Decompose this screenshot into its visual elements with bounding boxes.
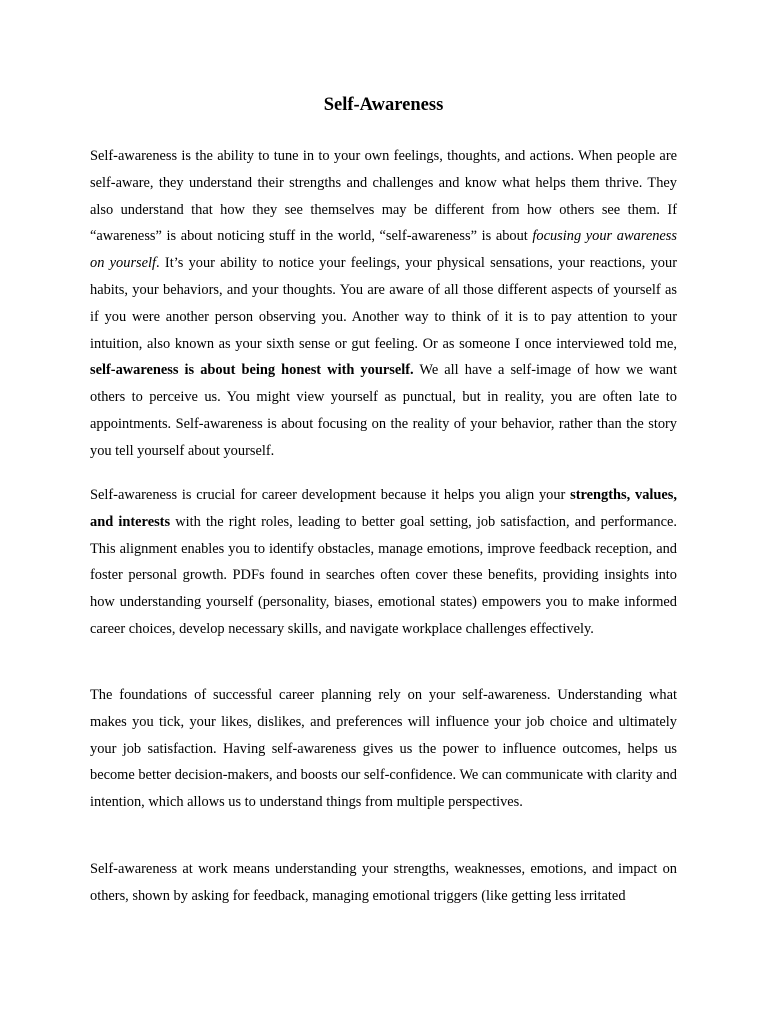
paragraph-text: We all have a self-image of how we want others to perceive us. You might view yourself as punctual, but in reality, you are often late to appointments. Self-awareness is about focusing on the reality of your behavior, rather than the story you tell yourself about yourself. (90, 362, 677, 459)
paragraph-career-planning: The foundations of successful career planning rely on your self-awareness. Understanding what makes you tick, your likes, dislikes, and preferences will influence your job choice and ultimately your job satisfaction. Having self-awareness gives us the power to influence outcomes, helps us become better decision-makers, and boosts our self-confidence. We can communicate with clarity and intention, which allows us to understand things from multiple perspectives. (90, 687, 677, 811)
paragraph-text: . It’s your ability to notice your feelings, your physical sensations, your reactions, your habits, your behaviors, and your thoughts. You are aware of all those different aspects of yourself as if you were another person observing you. Another way to think of it is to pay attention to your intuition, also known as your sixth sense or gut feeling. Or as someone I once interviewed told me, (90, 255, 677, 352)
bold-text: self-awareness is about being honest with yourself. (90, 362, 414, 379)
document-title: Self-Awareness (323, 95, 444, 115)
paragraph-career-development (90, 482, 677, 643)
emphasis-text: focusing your awareness on yourself (90, 228, 677, 272)
bold-text: strengths, values, and interests (90, 487, 677, 530)
paragraph-text: with the right roles, leading to better goal setting, job satisfaction, and performance. This alignment enables you to identify obstacles, manage emotions, improve feedback reception, and foster personal growth. PDFs found in searches often cover these benefits, providing insights into how understanding yourself (personality, biases, emotional states) empowers you to make informed career choices, develop necessary skills, and navigate workplace challenges effectively. (90, 513, 677, 637)
paragraph-text: Self-awareness is crucial for career development because it helps you align your (90, 487, 571, 503)
paragraph-text: Self-awareness is the ability to tune in to your own feelings, thoughts, and actions. When people are self-aware, they understand their strengths and challenges and know what helps them thrive. They also understand that how they see themselves may be different from how others see them. If “awareness” is about noticing stuff in the world, “self-awareness” is about (90, 148, 677, 245)
paragraph-at-work: Self-awareness at work means understanding your strengths, weaknesses, emotions, and impact on others, shown by asking for feedback, managing emotional triggers (like getting less irritated (90, 861, 677, 904)
paragraph-definition (90, 143, 677, 465)
